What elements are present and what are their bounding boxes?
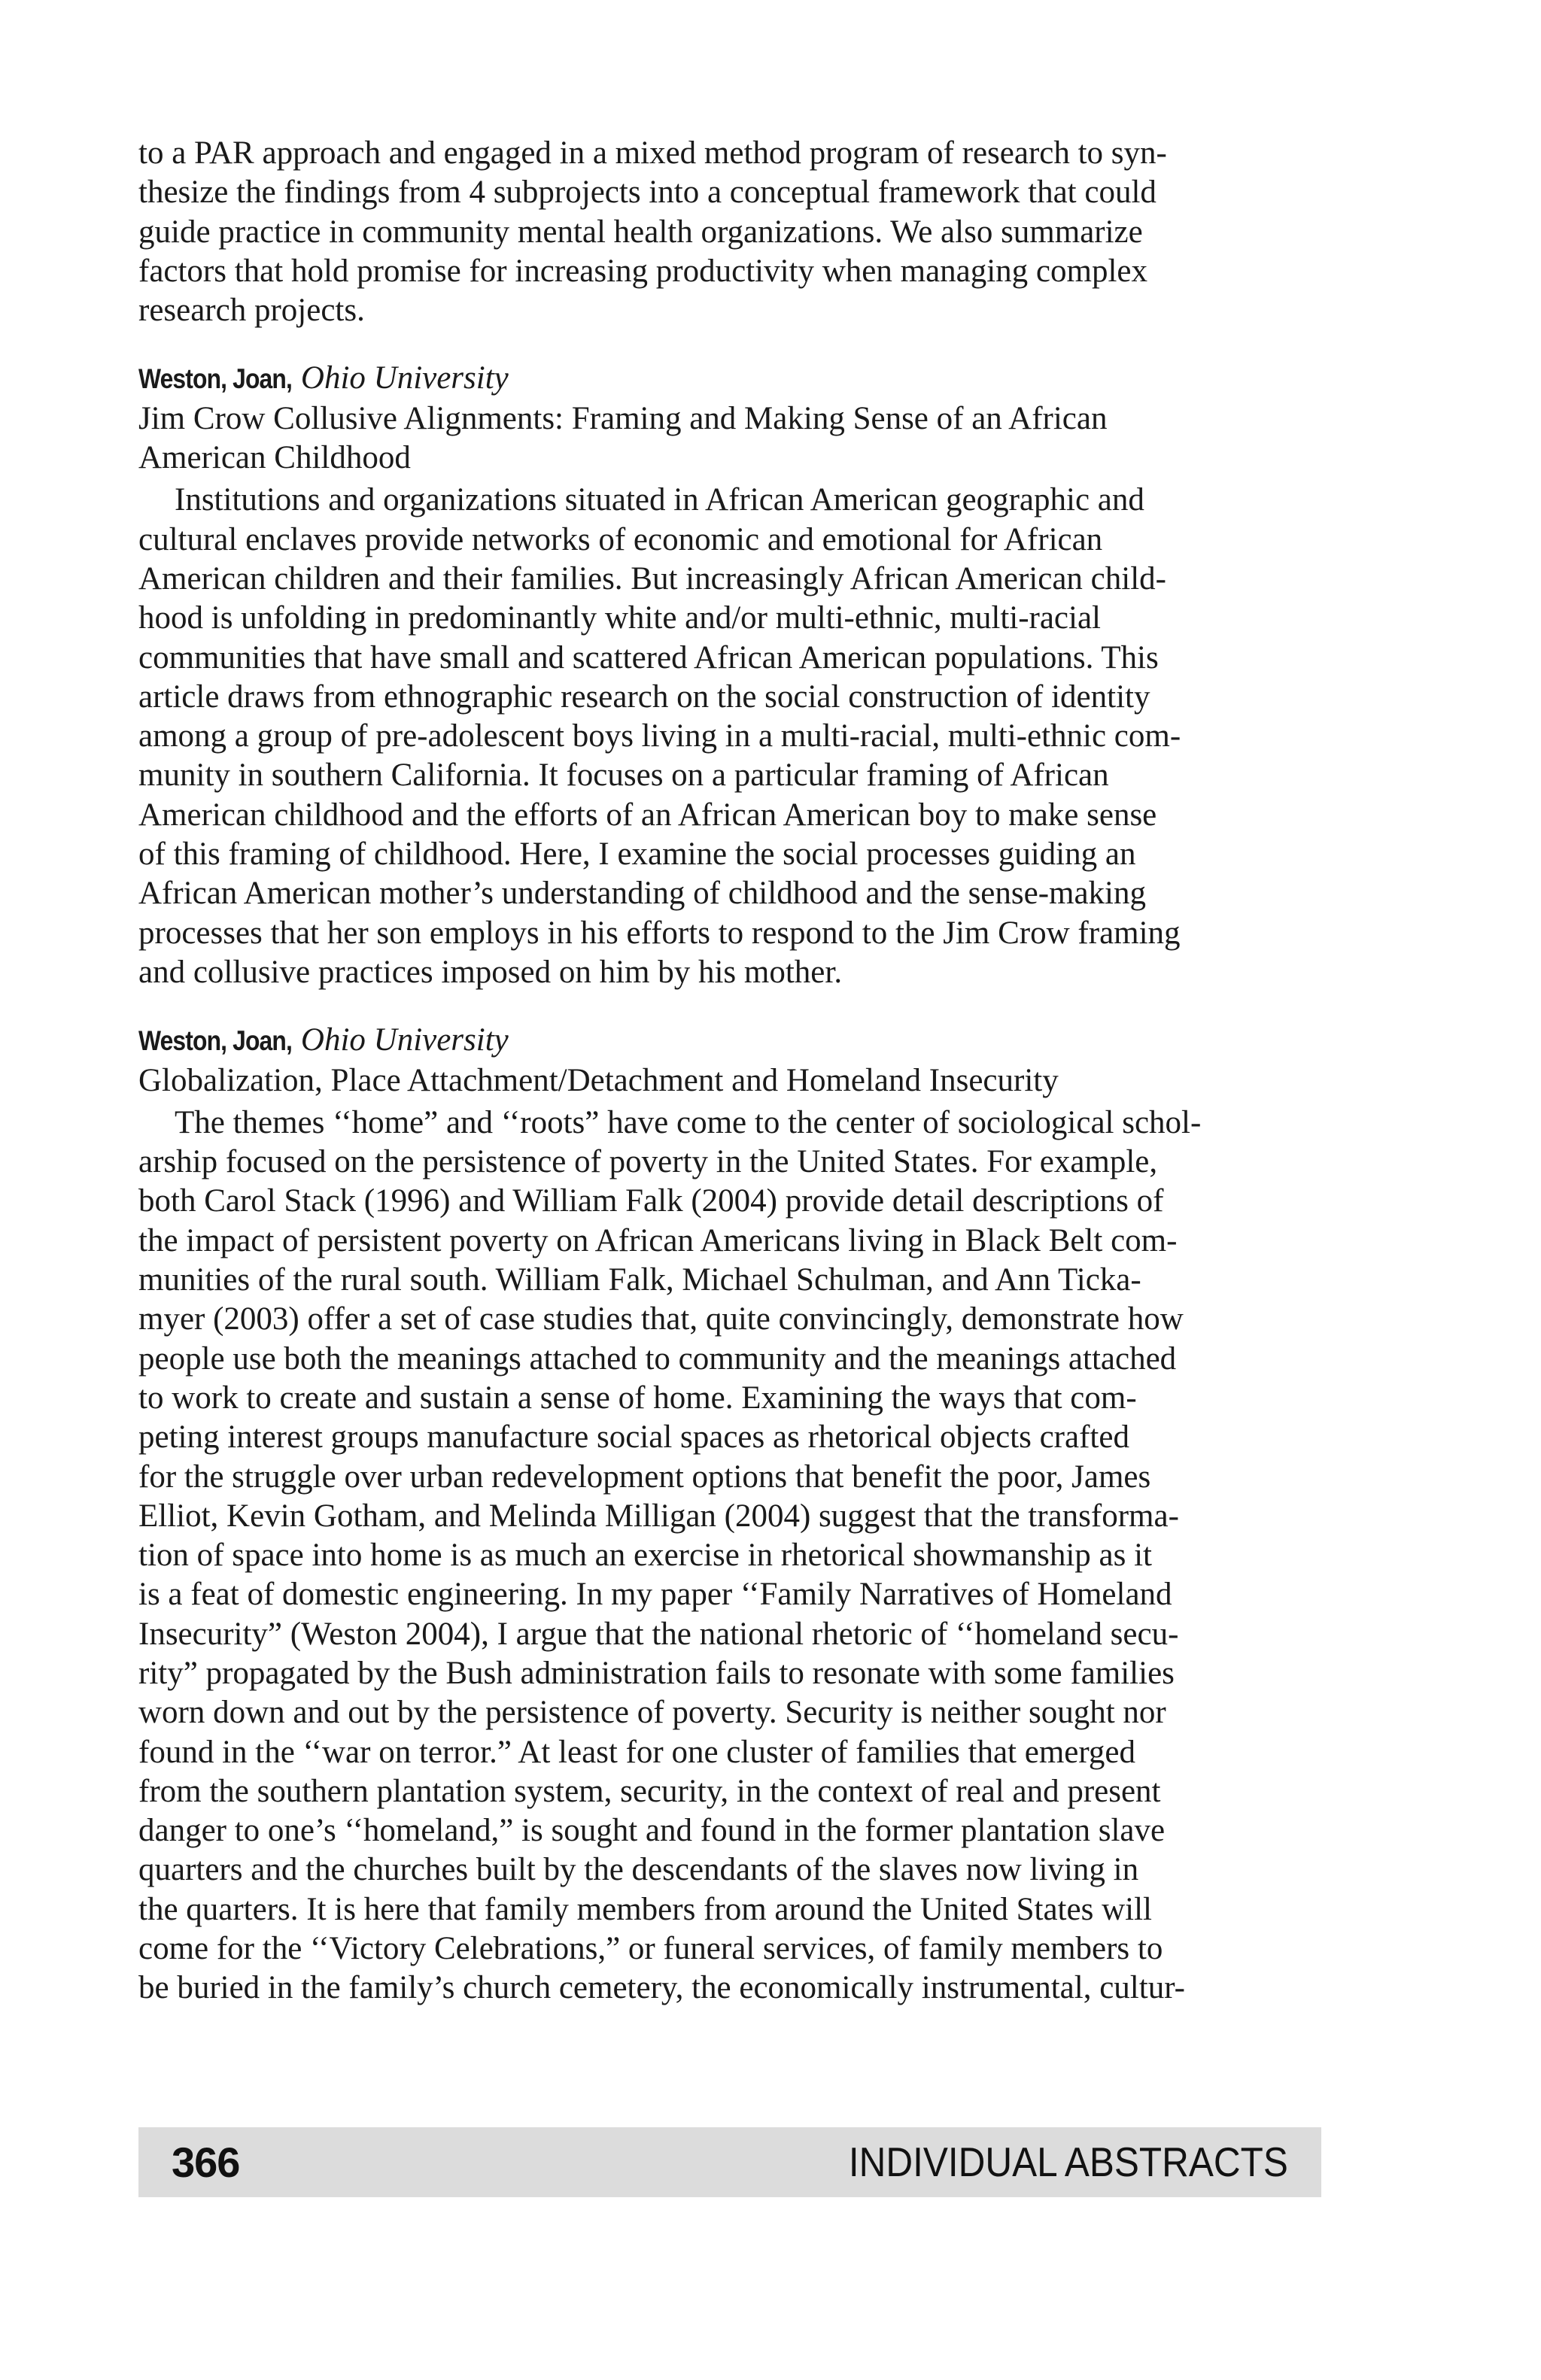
- text-line: The themes ‘‘home” and ‘‘roots” have come to the center of sociological schol-: [175, 1104, 1202, 1140]
- text-line: American children and their families. But increasingly African American child-: [138, 560, 1166, 597]
- abstract-entry: [138, 1021, 1321, 2008]
- text-line: Elliot, Kevin Gotham, and Melinda Milligan (2004) suggest that the transforma-: [138, 1498, 1179, 1534]
- text-line: African American mother’s understanding of childhood and the sense-making: [138, 876, 1147, 912]
- text-line: be buried in the family’s church cemetery, the economically instrumental, cultur-: [138, 1970, 1185, 2006]
- text-line: come for the ‘‘Victory Celebrations,” or funeral services, of family members to: [138, 1931, 1163, 1967]
- author-affiliation: Ohio University: [300, 360, 509, 396]
- running-section-title: INDIVIDUAL ABSTRACTS: [848, 2139, 1288, 2185]
- text-line: the impact of persistent poverty on African Americans living in Black Belt com-: [138, 1222, 1178, 1258]
- text-line: article draws from ethnographic research on the social construction of identity: [138, 678, 1150, 715]
- text-line: myer (2003) offer a set of case studies that, quite convincingly, demonstrate how: [138, 1301, 1184, 1337]
- author-line: [138, 1021, 1321, 1061]
- text-line: among a group of pre-adolescent boys living in a multi-racial, multi-ethnic com-: [138, 718, 1181, 754]
- text-line: thesize the findings from 4 subprojects into a conceptual framework that could: [138, 175, 1157, 211]
- text-line: to a PAR approach and engaged in a mixed method program of research to syn-: [138, 135, 1167, 171]
- text-line: research projects.: [138, 293, 365, 329]
- text-line: danger to one’s ‘‘homeland,” is sought and found in the former plantation slave: [138, 1813, 1166, 1849]
- text-line: communities that have small and scattered African American populations. This: [138, 639, 1159, 675]
- page-number: 366: [172, 2139, 240, 2186]
- text-line: quarters and the churches built by the descendants of the slaves now living in: [138, 1852, 1139, 1888]
- text-line: worn down and out by the persistence of poverty. Security is neither sought nor: [138, 1695, 1166, 1731]
- author-line: [138, 359, 1321, 399]
- text-line: the quarters. It is here that family members from around the United States will: [138, 1891, 1152, 1927]
- title-line: American Childhood: [138, 440, 411, 476]
- abstract-body: [138, 481, 1321, 992]
- text-line: guide practice in community mental health organizations. We also summarize: [138, 214, 1143, 250]
- text-line: munities of the rural south. William Falk, Michael Schulman, and Ann Ticka-: [138, 1262, 1141, 1298]
- text-line: Institutions and organizations situated in African American geographic and: [175, 482, 1144, 518]
- text-line: of this framing of childhood. Here, I examine the social processes guiding an: [138, 836, 1136, 873]
- text-line: and collusive practices imposed on him by his mother.: [138, 954, 843, 990]
- text-line: both Carol Stack (1996) and William Falk (2004) provide detail descriptions of: [138, 1183, 1164, 1219]
- text-line: factors that hold promise for increasing productivity when managing complex: [138, 253, 1147, 289]
- abstract-entry: [138, 359, 1321, 992]
- text-line: tion of space into home is as much an exercise in rhetorical showmanship as it: [138, 1538, 1152, 1574]
- text-line: found in the ‘‘war on terror.” At least for one cluster of families that emerged: [138, 1734, 1135, 1770]
- text-line: peting interest groups manufacture social spaces as rhetorical objects crafted: [138, 1419, 1129, 1456]
- text-line: processes that her son employs in his efforts to respond to the Jim Crow framing: [138, 915, 1181, 951]
- title-line: Globalization, Place Attachment/Detachment and Homeland Insecurity: [138, 1062, 1059, 1098]
- text-line: people use both the meanings attached to community and the meanings attached: [138, 1340, 1177, 1377]
- text-line: from the southern plantation system, security, in the context of real and present: [138, 1773, 1161, 1809]
- text-line: Insecurity” (Weston 2004), I argue that the national rhetoric of ‘‘homeland secu-: [138, 1616, 1179, 1652]
- text-line: is a feat of domestic engineering. In my paper ‘‘Family Narratives of Homeland: [138, 1577, 1172, 1613]
- text-line: cultural enclaves provide networks of economic and emotional for African: [138, 521, 1103, 557]
- intro-paragraph: [138, 134, 1321, 330]
- text-line: to work to create and sustain a sense of home. Examining the ways that com-: [138, 1380, 1137, 1416]
- text-line: rity” propagated by the Bush administration fails to resonate with some families: [138, 1655, 1175, 1691]
- page-footer: [138, 2127, 1321, 2197]
- title-line: Jim Crow Collusive Alignments: Framing and Making Sense of an African: [138, 400, 1108, 436]
- text-line: arship focused on the persistence of poverty in the United States. For example,: [138, 1144, 1158, 1180]
- text-line: American childhood and the efforts of an African American boy to make sense: [138, 797, 1157, 833]
- author-name: Weston, Joan,: [138, 1025, 292, 1057]
- abstract-title: [138, 399, 1321, 478]
- abstract-body: [138, 1103, 1321, 2008]
- text-line: hood is unfolding in predominantly white and/or multi-ethnic, multi-racial: [138, 600, 1101, 636]
- abstract-title: [138, 1061, 1321, 1100]
- author-name: Weston, Joan,: [138, 363, 292, 395]
- text-line: munity in southern California. It focuses on a particular framing of African: [138, 757, 1109, 794]
- page-body: [138, 134, 1321, 2008]
- text-line: for the struggle over urban redevelopment options that benefit the poor, James: [138, 1459, 1151, 1495]
- author-affiliation: Ohio University: [300, 1022, 509, 1058]
